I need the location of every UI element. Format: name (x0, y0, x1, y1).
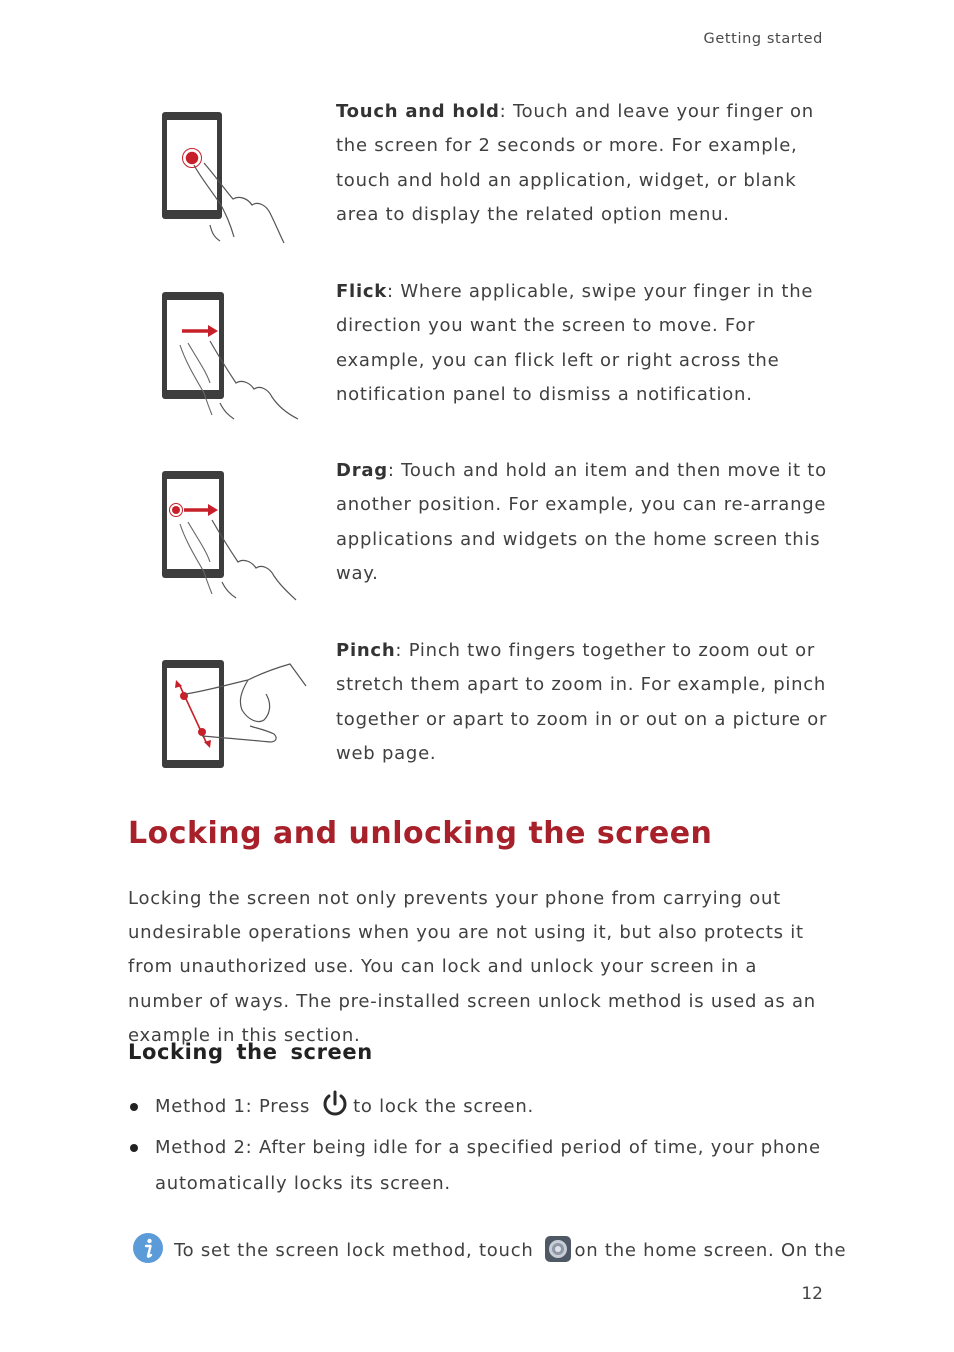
section-intro: Locking the screen not only prevents your phone from carrying out undesirable operations when you are not using it, but also protects it from unauthorized use. You can lock and unlock your screen in a number of ways. The pre-installed screen unlock method is used as an example in this section. (128, 888, 816, 1046)
pinch-description: Pinch: Pinch two fingers together to zoom out or stretch them apart to zoom in. For example, pinch together or apart to zoom in or out on a picture or web page. (336, 640, 828, 764)
drag-description: Drag: Touch and hold an item and then move it to another position. For example, you can re-arrange applications and widgets on the home screen this way. (336, 460, 827, 584)
pinch-illustration (130, 634, 330, 794)
drag-illustration (130, 454, 330, 614)
flick-illustration (130, 275, 330, 435)
power-icon (320, 1089, 350, 1119)
bullet-dot (130, 1103, 138, 1111)
section-title: Locking and unlocking the screen (128, 816, 713, 851)
touch-and-hold-illustration (130, 95, 330, 255)
gesture-pinch (130, 634, 830, 794)
gesture-flick (130, 275, 830, 435)
gesture-touch-and-hold (130, 95, 830, 255)
info-icon (132, 1232, 164, 1264)
settings-icon (544, 1235, 572, 1263)
bullet-dot (130, 1144, 138, 1152)
touch-and-hold-description: Touch and hold: Touch and leave your finger on the screen for 2 seconds or more. For example, touch and hold an application, widget, or blank area to display the related option menu. (336, 101, 814, 225)
gesture-drag (130, 454, 830, 614)
flick-description: Flick: Where applicable, swipe your finger in the direction you want the screen to move. For example, you can flick left or right across the notification panel to dismiss a notification. (336, 281, 814, 405)
page-number: 12 (801, 1284, 823, 1304)
running-header: Getting started (703, 31, 823, 47)
subsection-title: Locking the screen (128, 1040, 373, 1064)
